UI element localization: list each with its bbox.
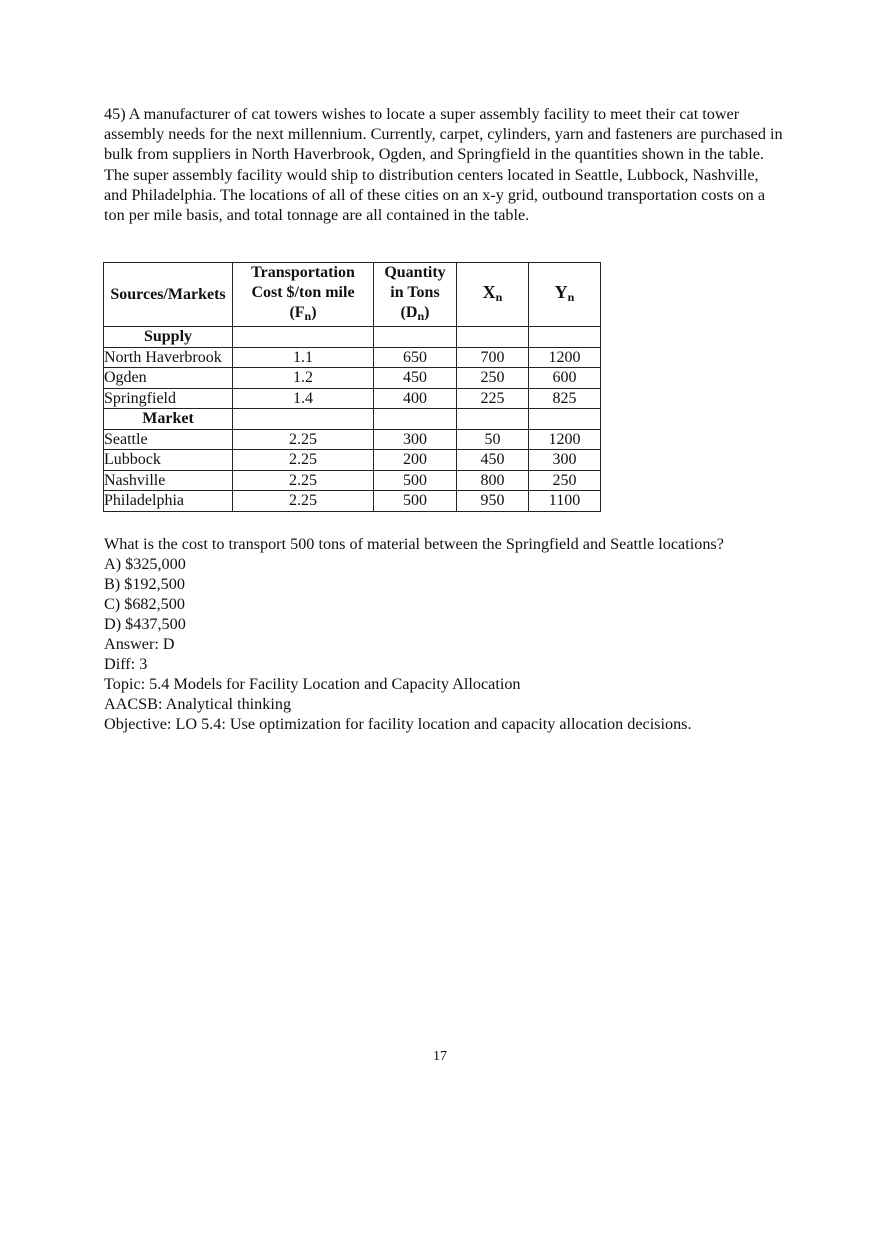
header-x-symbol: X (482, 282, 496, 302)
header-cost-subscript: n (304, 309, 312, 323)
header-cost-line2: Cost $/ton mile (251, 284, 355, 301)
row-qty: 650 (374, 347, 457, 368)
header-qty-line2: in Tons (390, 284, 440, 301)
row-cost: 2.25 (233, 470, 374, 491)
row-qty: 500 (374, 470, 457, 491)
row-y: 1200 (529, 347, 601, 368)
empty-cell (529, 327, 601, 348)
difficulty-line: Diff: 3 (104, 655, 148, 673)
row-name: Ogden (104, 368, 233, 389)
header-cost-paren-open: ( (289, 304, 295, 321)
question-followup (104, 534, 804, 734)
empty-cell (457, 327, 529, 348)
row-x: 225 (457, 388, 529, 409)
row-name: Philadelphia (104, 491, 233, 512)
option-a: A) $325,000 (104, 555, 186, 573)
header-x-subscript: n (495, 290, 503, 304)
question-prompt: What is the cost to transport 500 tons of material between the Springfield and Seattle locations? (104, 535, 724, 553)
empty-cell (233, 409, 374, 430)
topic-line: Topic: 5.4 Models for Facility Location and Capacity Allocation (104, 675, 521, 693)
row-y: 1200 (529, 429, 601, 450)
row-name: North Haverbrook (104, 347, 233, 368)
table-row (104, 491, 601, 512)
row-y: 825 (529, 388, 601, 409)
supply-group-row (104, 327, 601, 348)
location-data-table (103, 262, 601, 512)
empty-cell (374, 409, 457, 430)
header-x (457, 263, 529, 327)
row-x: 50 (457, 429, 529, 450)
table-row (104, 470, 601, 491)
table-row (104, 368, 601, 389)
row-name: Seattle (104, 429, 233, 450)
header-qty-paren-close: ) (424, 304, 430, 321)
answer-line: Answer: D (104, 635, 175, 653)
row-cost: 2.25 (233, 450, 374, 471)
option-b: B) $192,500 (104, 575, 185, 593)
page-number: 17 (433, 1049, 447, 1064)
empty-cell (529, 409, 601, 430)
header-quantity (374, 263, 457, 327)
row-x: 700 (457, 347, 529, 368)
row-name: Lubbock (104, 450, 233, 471)
header-qty-line1: Quantity (384, 264, 446, 281)
row-cost: 2.25 (233, 429, 374, 450)
option-c: C) $682,500 (104, 595, 185, 613)
row-cost: 1.1 (233, 347, 374, 368)
empty-cell (457, 409, 529, 430)
header-cost-paren-close: ) (311, 304, 317, 321)
row-y: 250 (529, 470, 601, 491)
market-group-row (104, 409, 601, 430)
row-name: Springfield (104, 388, 233, 409)
row-qty: 200 (374, 450, 457, 471)
row-qty: 450 (374, 368, 457, 389)
row-x: 450 (457, 450, 529, 471)
row-x: 800 (457, 470, 529, 491)
objective-line: Objective: LO 5.4: Use optimization for facility location and capacity allocation decisions. (104, 715, 692, 733)
header-qty-symbol: D (405, 304, 418, 321)
option-d: D) $437,500 (104, 615, 186, 633)
header-qty-paren-open: ( (400, 304, 406, 321)
empty-cell (374, 327, 457, 348)
header-cost-symbol: F (294, 304, 305, 321)
row-qty: 400 (374, 388, 457, 409)
question-text: 45) A manufacturer of cat towers wishes to locate a super assembly facility to meet their cat tower assembly needs for the next millennium. Currently, carpet, cylinders, yarn and fasteners are purchased in bulk from suppliers in North Haverbrook, Ogden, and Springfield in the quantities shown in the table. The super assembly facility would ship to distribution centers located in Seattle, Lubbock, Nashville, and Philadelphia. The locations of all of these cities on an x-y grid, outbound transportation costs on a ton per mile basis, and total tonnage are all contained in the table. (104, 105, 783, 225)
aacsb-line: AACSB: Analytical thinking (104, 695, 292, 713)
header-y-symbol: Y (554, 282, 568, 302)
header-sources-markets (104, 263, 233, 327)
header-y-subscript: n (567, 290, 575, 304)
row-qty: 300 (374, 429, 457, 450)
table-header-row (104, 263, 601, 327)
header-source-label: Sources/Markets (110, 285, 226, 303)
header-transport-cost (233, 263, 374, 327)
row-cost: 2.25 (233, 491, 374, 512)
header-qty-subscript: n (417, 309, 425, 323)
supply-label: Supply (104, 327, 233, 348)
empty-cell (233, 327, 374, 348)
table-row (104, 347, 601, 368)
row-y: 1100 (529, 491, 601, 512)
header-cost-line1: Transportation (251, 264, 355, 281)
row-name: Nashville (104, 470, 233, 491)
row-qty: 500 (374, 491, 457, 512)
row-x: 950 (457, 491, 529, 512)
row-y: 600 (529, 368, 601, 389)
table-row (104, 388, 601, 409)
table-row (104, 450, 601, 471)
row-cost: 1.2 (233, 368, 374, 389)
row-y: 300 (529, 450, 601, 471)
header-y (529, 263, 601, 327)
row-cost: 1.4 (233, 388, 374, 409)
row-x: 250 (457, 368, 529, 389)
market-label: Market (104, 409, 233, 430)
table-row (104, 429, 601, 450)
